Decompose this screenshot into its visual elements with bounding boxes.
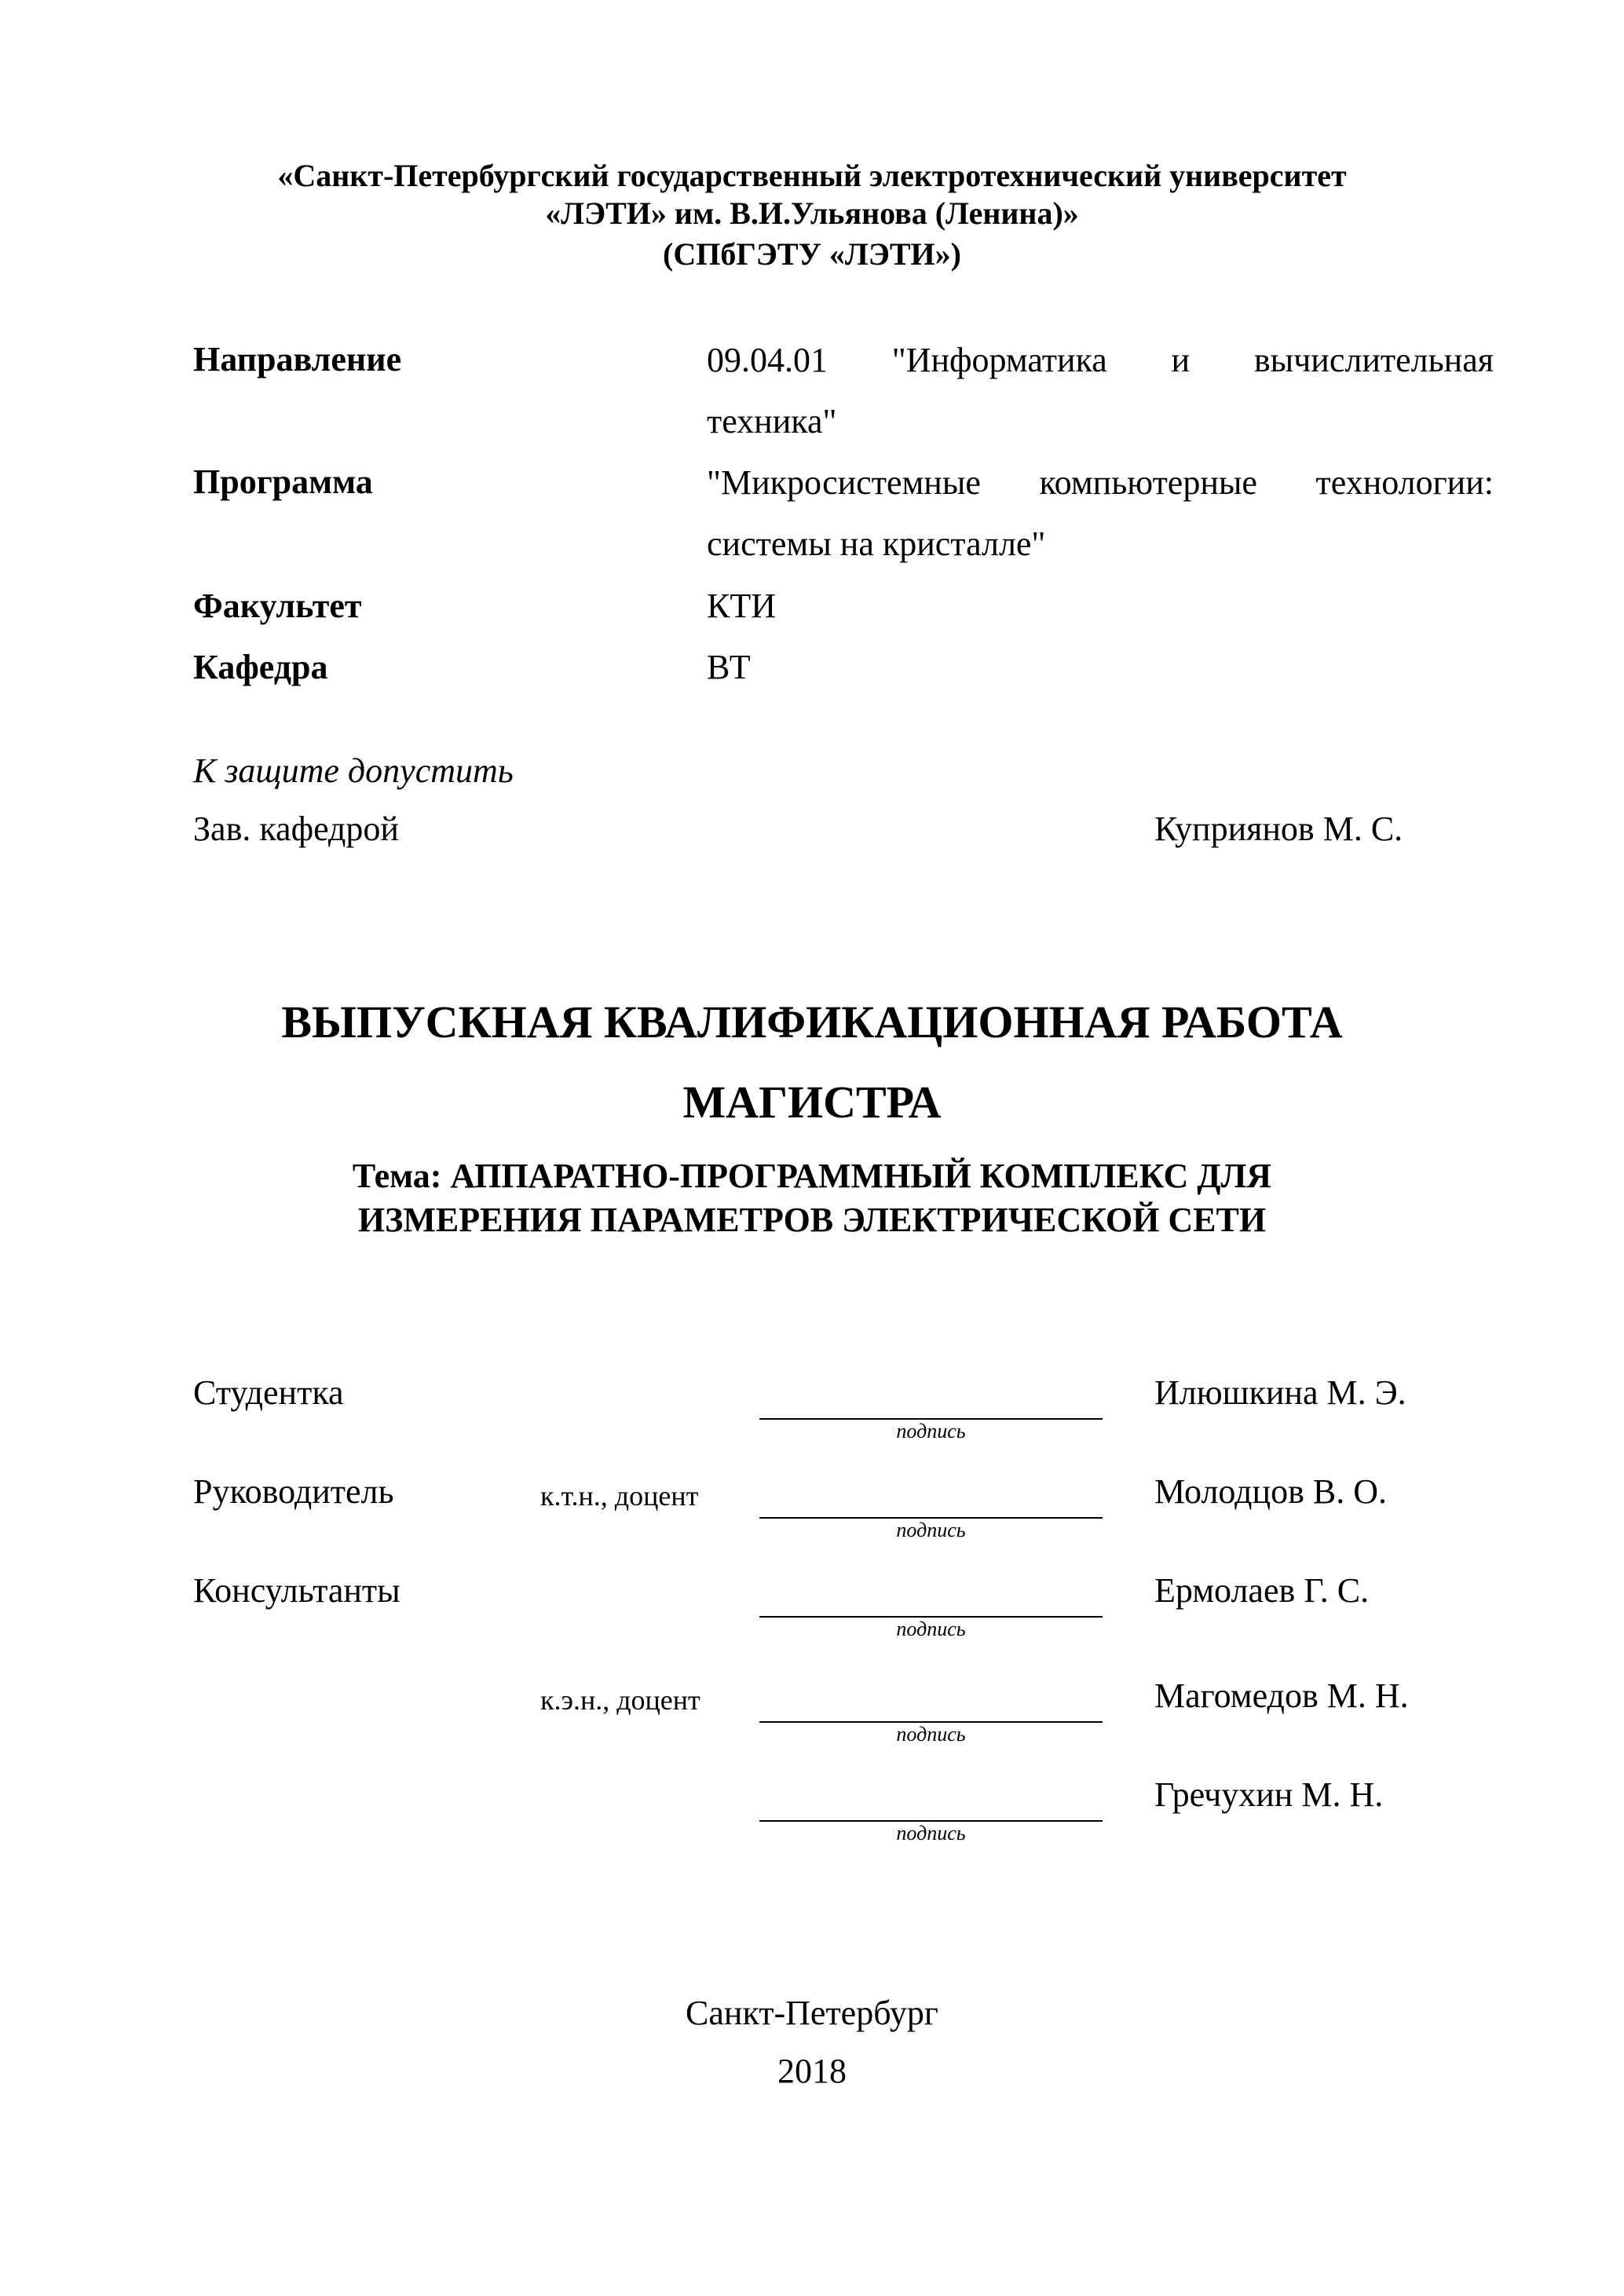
- program-label: Программа: [193, 462, 373, 501]
- signature-rank: к.э.н., доцент: [540, 1684, 700, 1716]
- faculty-label: Факультет: [193, 587, 362, 625]
- direction-value-line2: техника": [707, 402, 837, 441]
- direction-word: вычислительная: [1253, 341, 1494, 379]
- direction-word: 09.04.01: [707, 341, 828, 379]
- direction-word: и: [1171, 341, 1191, 379]
- signature-caption: подпись: [896, 1822, 966, 1844]
- signature-name: Ермолаев Г. С.: [1154, 1571, 1370, 1610]
- thesis-topic-line2: ИЗМЕРЕНИЯ ПАРАМЕТРОВ ЭЛЕКТРИЧЕСКОЙ СЕТИ: [357, 1201, 1267, 1239]
- signature-rank: к.т.н., доцент: [540, 1480, 699, 1512]
- signature-name: Молодцов В. О.: [1154, 1472, 1387, 1511]
- signature-name: Илюшкина М. Э.: [1154, 1373, 1406, 1412]
- direction-word: "Информатика: [891, 341, 1107, 379]
- signature-name: Гречухин М. Н.: [1154, 1775, 1384, 1814]
- program-word: компьютерные: [1039, 463, 1257, 502]
- department-value: ВТ: [707, 648, 751, 686]
- department-label: Кафедра: [193, 648, 328, 686]
- university-abbr: (СПбГЭТУ «ЛЭТИ»): [663, 236, 961, 272]
- direction-value: [707, 330, 1494, 452]
- signature-role: Руководитель: [193, 1472, 394, 1511]
- program-word: технологии:: [1315, 463, 1494, 502]
- thesis-title-line2: МАГИСТРА: [682, 1077, 942, 1128]
- faculty-value: КТИ: [707, 587, 776, 625]
- signature-role: Студентка: [193, 1373, 344, 1412]
- university-name-line2: «ЛЭТИ» им. В.И.Ульянова (Ленина)»: [545, 196, 1079, 231]
- footer-year: 2018: [777, 2052, 847, 2090]
- university-name-line1: «Санкт-Петербургский государственный электротехнический университет: [277, 158, 1347, 193]
- thesis-topic-line1: Тема: АППАРАТНО-ПРОГРАММНЫЙ КОМПЛЕКС ДЛЯ: [352, 1157, 1272, 1195]
- thesis-title-line1: ВЫПУСКНАЯ КВАЛИФИКАЦИОННАЯ РАБОТА: [281, 996, 1343, 1047]
- signature-caption: подпись: [896, 1618, 966, 1640]
- approval-name: Куприянов М. С.: [1154, 810, 1403, 848]
- program-word: "Микросистемные: [707, 463, 981, 502]
- signature-caption: подпись: [896, 1519, 966, 1541]
- signature-caption: подпись: [896, 1723, 966, 1746]
- signature-caption: подпись: [896, 1420, 966, 1442]
- signature-role: Консультанты: [193, 1571, 401, 1610]
- program-value-line2: системы на кристалле": [707, 525, 1046, 563]
- direction-label: Направление: [193, 340, 402, 378]
- approval-heading: К защите допустить: [193, 751, 514, 790]
- signature-name: Магомедов М. Н.: [1154, 1676, 1409, 1715]
- footer-city: Санкт-Петербург: [686, 1994, 938, 2032]
- program-value: [707, 452, 1494, 575]
- approval-role: Зав. кафедрой: [193, 810, 399, 848]
